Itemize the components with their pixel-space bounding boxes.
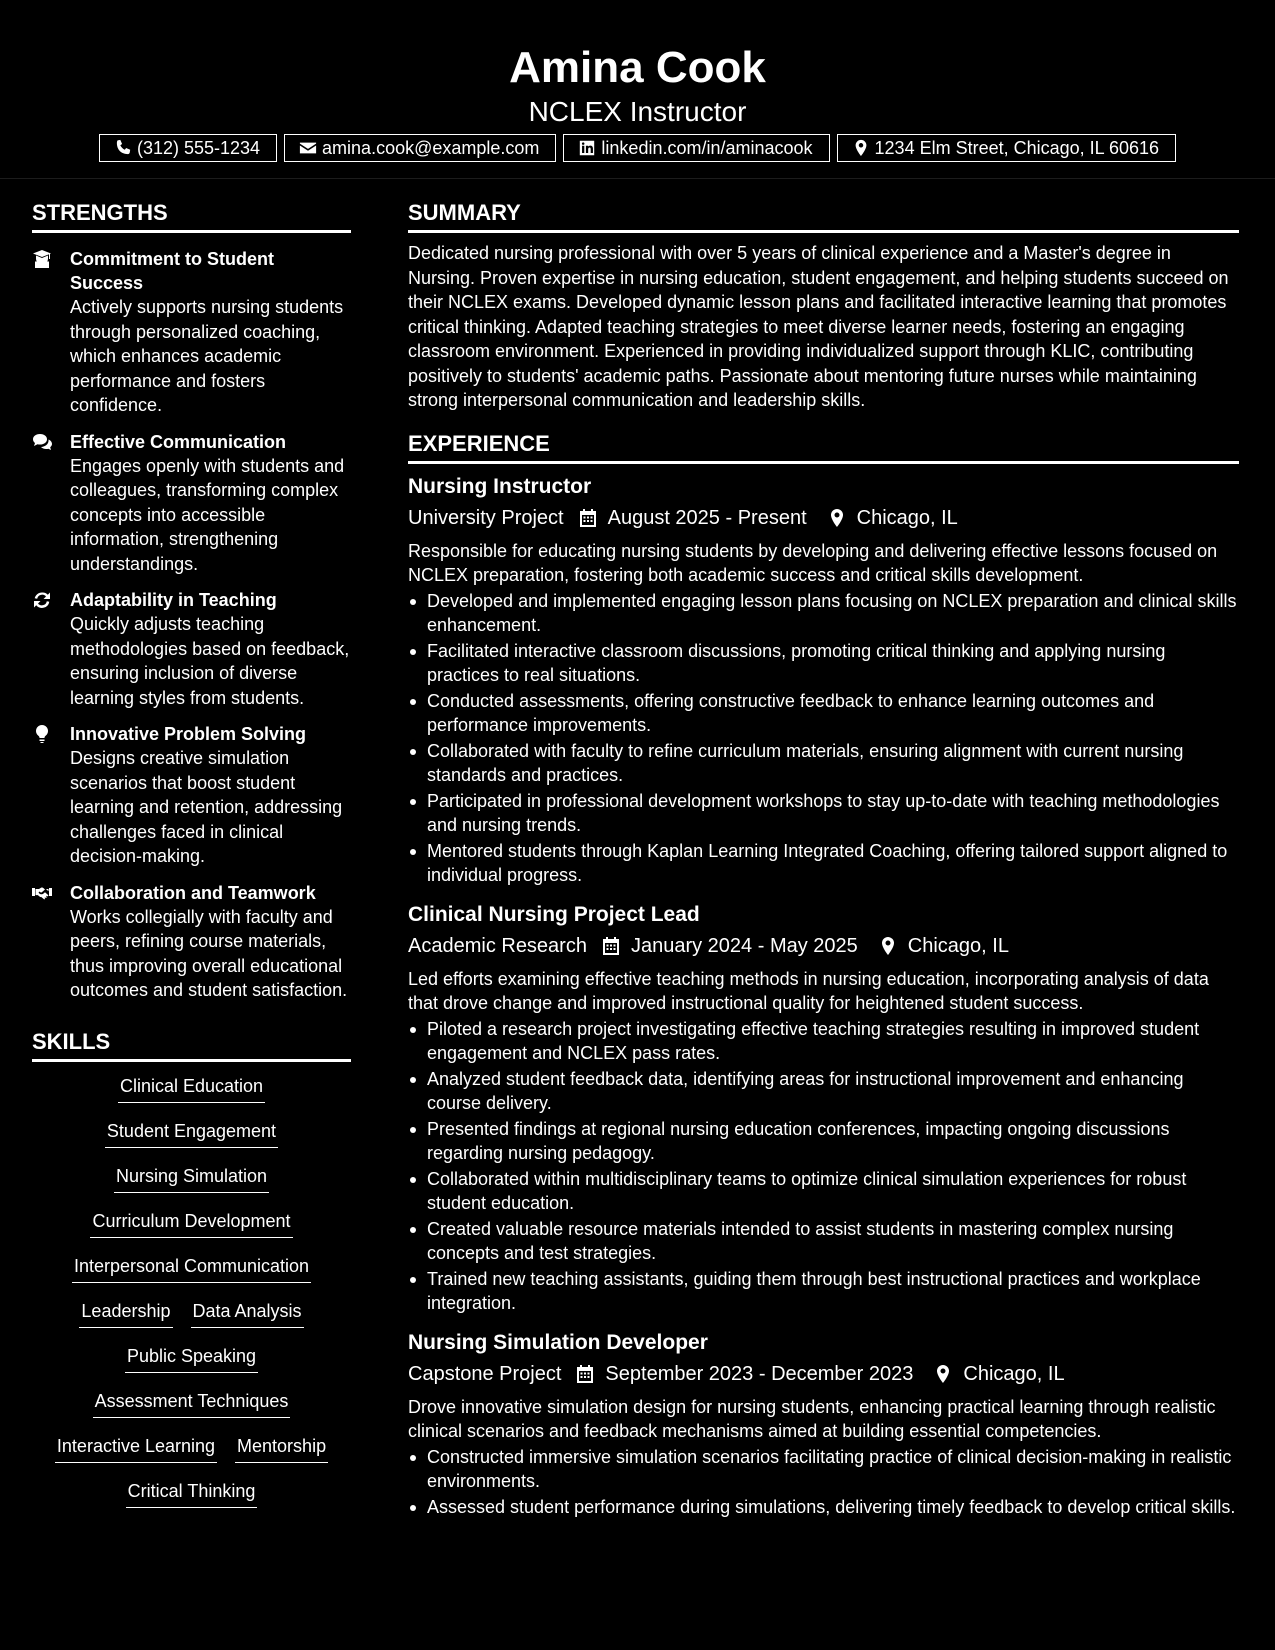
map-marker-icon <box>933 1364 953 1384</box>
address-text: 1234 Elm Street, Chicago, IL 60616 <box>874 138 1160 158</box>
contact-linkedin[interactable] <box>563 134 829 162</box>
job-entry <box>408 472 1239 888</box>
bullet-item: Created valuable resource materials intended to assist students in mastering complex nursing concepts and test strategies. <box>427 1217 1239 1266</box>
contact-phone[interactable] <box>99 134 277 162</box>
bullet-item: Facilitated interactive classroom discussions, promoting critical thinking and applying nursing practices to real situations. <box>427 639 1239 688</box>
strength-title: Commitment to Student Success <box>70 249 274 293</box>
job-location: Chicago, IL <box>856 506 958 529</box>
skill-tag: Curriculum Development <box>90 1209 292 1238</box>
bullet-item: Participated in professional development workshops to stay up-to-date with teaching methodologies and nursing trends. <box>427 789 1239 838</box>
bullet-item: Collaborated within multidisciplinary teams to optimize clinical simulation experiences for robust student education. <box>427 1167 1239 1216</box>
left-column <box>32 198 351 1524</box>
right-column <box>408 198 1239 1519</box>
strength-desc: Engages openly with students and colleagues, transforming complex concepts into accessible information, strengthening understandings. <box>70 455 345 574</box>
job-title: Clinical Nursing Project Lead <box>408 902 700 926</box>
skill-tag: Mentorship <box>235 1434 328 1463</box>
strength-title: Innovative Problem Solving <box>70 724 307 744</box>
strength-desc: Quickly adjusts teaching methodologies based on feedback, ensuring inclusion of diverse learning styles from students. <box>70 614 350 708</box>
phone-icon <box>114 139 132 157</box>
bullet-item: Collaborated with faculty to refine curriculum materials, ensuring alignment with current nursing standards and practices. <box>427 739 1239 788</box>
strength-desc: Actively supports nursing students through personalized coaching, which enhances academic performance and fosters confidence. <box>70 297 344 415</box>
handshake-icon <box>32 883 52 903</box>
job-title: Nursing Instructor <box>408 474 592 498</box>
map-marker-icon <box>852 139 870 157</box>
job-bullets <box>408 1017 1239 1316</box>
strength-desc: Works collegially with faculty and peers, refining course materials, thus improving overall educational outcomes and student satisfaction. <box>70 906 348 1000</box>
skill-tag: Nursing Simulation <box>114 1164 269 1193</box>
job-meta <box>408 503 1239 533</box>
job-bullets <box>408 589 1239 888</box>
bullet-item: Assessed student performance during simulations, delivering timely feedback to develop critical skills. <box>427 1495 1239 1520</box>
bullet-item: Trained new teaching assistants, guiding them through best instructional practices and workplace integration. <box>427 1267 1239 1316</box>
contact-bar <box>0 134 1275 162</box>
phone-text: (312) 555-1234 <box>136 138 261 158</box>
skill-tag: Assessment Techniques <box>93 1389 291 1418</box>
strength-desc: Designs creative simulation scenarios that boost student learning and retention, addressing challenges faced in clinical decision-making. <box>70 748 343 866</box>
linkedin-text: linkedin.com/in/aminacook <box>601 138 813 158</box>
job-org: University Project <box>408 506 564 529</box>
experience-heading: EXPERIENCE <box>408 429 1239 464</box>
skill-tag: Student Engagement <box>105 1119 278 1148</box>
job-org: Academic Research <box>408 934 587 957</box>
job-description: Drove innovative simulation design for nursing students, enhancing practical learning through realistic clinical scenarios and feedback mechanisms aimed at building essential competencies. <box>408 1396 1216 1441</box>
skill-tag: Critical Thinking <box>126 1479 258 1508</box>
candidate-name: Amina Cook <box>509 43 766 92</box>
skill-tag: Interactive Learning <box>55 1434 217 1463</box>
strength-title: Effective Communication <box>70 431 287 452</box>
contact-email[interactable] <box>284 134 556 162</box>
skill-tag: Data Analysis <box>191 1299 304 1328</box>
refresh-icon <box>32 590 52 610</box>
job-location: Chicago, IL <box>963 1362 1065 1385</box>
map-marker-icon <box>827 508 847 528</box>
bullet-item: Piloted a research project investigating effective teaching strategies resulting in improved student engagement and NCLEX pass rates. <box>427 1017 1239 1066</box>
bullet-item: Developed and implemented engaging lesson plans focusing on NCLEX preparation and clinical skills enhancement. <box>427 589 1239 638</box>
skills-list <box>32 1074 351 1524</box>
email-text: amina.cook@example.com <box>322 138 540 158</box>
calendar-icon <box>578 508 598 528</box>
bullet-item: Analyzed student feedback data, identifying areas for instructional improvement and enhancing course delivery. <box>427 1067 1239 1116</box>
strength-title: Collaboration and Teamwork <box>70 882 316 903</box>
bullet-item: Conducted assessments, offering constructive feedback to enhance learning outcomes and performance improvements. <box>427 689 1239 738</box>
summary-heading: SUMMARY <box>408 198 1239 233</box>
bullet-item: Constructed immersive simulation scenarios facilitating practice of clinical decision-making in realistic environments. <box>427 1445 1239 1494</box>
summary-text: Dedicated nursing professional with over 5 years of clinical experience and a Master's degree in Nursing. Proven expertise in nursing education, student engagement, and helping students succeed on their NCLEX exams. Developed dynamic lesson plans and facilitated interactive learning that promotes critical thinking. Adapted teaching strategies to meet diverse learner needs, fostering an engaging classroom environment. Experienced in providing individualized support through KLIC, contributing positively to students' academic paths. Passionate about mentoring future nurses while maintaining strong interpersonal communication and leadership skills. <box>408 243 1229 410</box>
skill-tag: Clinical Education <box>118 1074 265 1103</box>
calendar-icon <box>575 1364 595 1384</box>
job-location: Chicago, IL <box>907 934 1009 957</box>
chat-bubbles-icon <box>32 432 52 452</box>
job-entry <box>408 1328 1239 1520</box>
job-description: Led efforts examining effective teaching methods in nursing education, incorporating analysis of data that drove change and improved instructional quality for heightened student success. <box>408 968 1209 1013</box>
job-bullets <box>408 1445 1239 1520</box>
resume-header <box>0 0 1275 179</box>
skill-tag: Leadership <box>79 1299 172 1328</box>
strength-item <box>32 247 351 418</box>
job-dates: September 2023 - December 2023 <box>605 1362 914 1385</box>
strength-item <box>32 722 351 869</box>
graduate-icon <box>32 249 52 269</box>
strength-item <box>32 588 351 710</box>
job-title: Nursing Simulation Developer <box>408 1330 708 1354</box>
candidate-role: NCLEX Instructor <box>528 96 747 127</box>
bullet-item: Mentored students through Kaplan Learning Integrated Coaching, offering tailored support aligned to individual progress. <box>427 839 1239 888</box>
envelope-icon <box>299 139 317 157</box>
contact-address[interactable] <box>837 134 1177 162</box>
job-dates: January 2024 - May 2025 <box>630 934 858 957</box>
job-meta <box>408 931 1239 961</box>
skills-heading: SKILLS <box>32 1027 351 1062</box>
job-org: Capstone Project <box>408 1362 562 1385</box>
job-entry <box>408 900 1239 1316</box>
strength-item <box>32 430 351 577</box>
job-meta <box>408 1359 1239 1389</box>
job-description: Responsible for educating nursing students by developing and delivering effective lessons focused on NCLEX preparation, fostering both academic success and critical skills development. <box>408 540 1218 585</box>
lightbulb-icon <box>32 724 52 744</box>
calendar-icon <box>601 936 621 956</box>
job-dates: August 2025 - Present <box>607 506 807 529</box>
map-marker-icon <box>878 936 898 956</box>
skill-tag: Interpersonal Communication <box>72 1254 311 1283</box>
strengths-heading: STRENGTHS <box>32 198 351 233</box>
skill-tag: Public Speaking <box>125 1344 258 1373</box>
strength-title: Adaptability in Teaching <box>70 590 277 610</box>
strength-item <box>32 881 351 1003</box>
bullet-item: Presented findings at regional nursing education conferences, impacting ongoing discussions regarding nursing pedagogy. <box>427 1117 1239 1166</box>
linkedin-icon <box>578 139 596 157</box>
